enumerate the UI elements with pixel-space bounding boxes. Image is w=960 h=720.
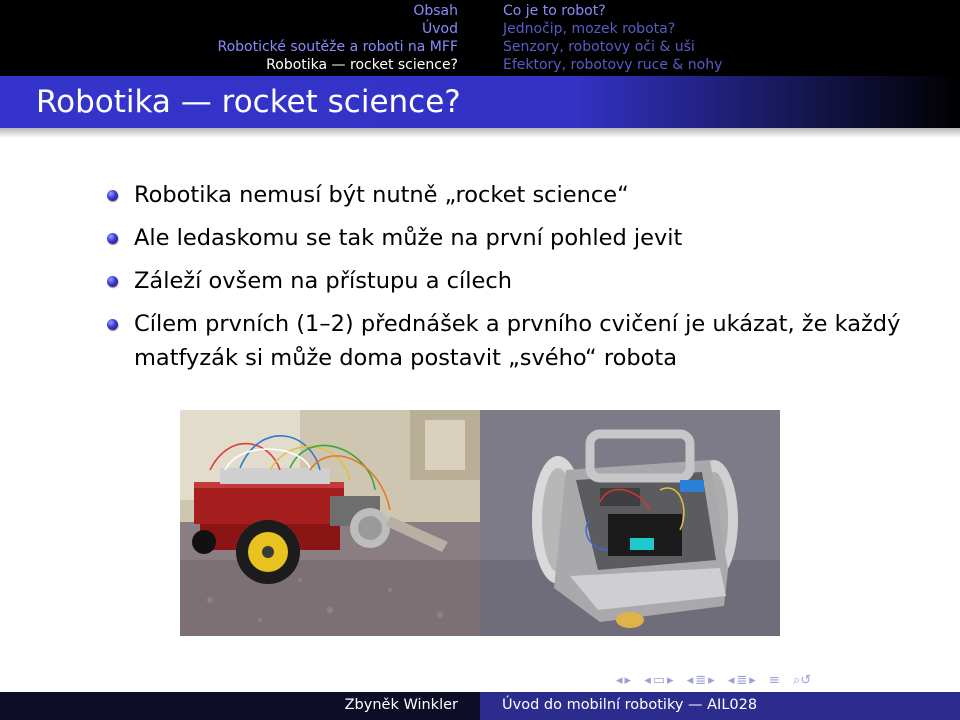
bullet-text: Ale ledaskomu se tak může na první pohled jevit — [134, 225, 683, 251]
bullet-list — [104, 178, 924, 384]
bullet-item — [104, 264, 924, 298]
section-nav — [217, 2, 458, 74]
frame-title: Robotika — rocket science? — [36, 84, 461, 120]
footer-title: Úvod do mobilní robotiky — AIL028 — [502, 697, 758, 713]
nav-subsection-prev-icon[interactable]: ◂ — [686, 673, 694, 688]
header-shadow — [0, 128, 960, 138]
bullet-item — [104, 221, 924, 255]
slide-header — [0, 0, 960, 128]
bullet-item — [104, 178, 924, 212]
slide-footer — [0, 692, 960, 720]
bullet-ball-icon — [107, 276, 118, 287]
robot-lego-photo — [180, 410, 480, 636]
nav-section-obsah[interactable]: Obsah — [413, 3, 458, 19]
nav-slide-next-icon[interactable]: ▸ — [624, 673, 632, 688]
robot-metal-frame-photo — [480, 410, 780, 636]
nav-subsection-icon[interactable]: ≣ — [695, 673, 707, 688]
nav-subsection-co-je-robot[interactable]: Co je to robot? — [503, 3, 606, 19]
nav-align-icon[interactable]: ≡ — [768, 673, 780, 688]
nav-subsection-senzory[interactable]: Senzory, robotovy oči & uši — [503, 39, 695, 55]
nav-section-prev-icon[interactable]: ◂ — [727, 673, 735, 688]
bullet-text: Cílem prvních (1–2) přednášek a prvního cvičení je ukázat, že každý matfyzák si může doma postavit „svého“ robota — [134, 311, 901, 371]
nav-subsection-next-icon[interactable]: ▸ — [708, 673, 715, 688]
footer-author-bar — [0, 692, 480, 720]
frame-title-bar — [0, 76, 960, 128]
nav-slide-prev-icon[interactable]: ◂ — [616, 673, 623, 688]
bullet-ball-icon — [107, 233, 118, 244]
footer-title-bar — [480, 692, 960, 720]
nav-section-uvod[interactable]: Úvod — [422, 21, 458, 37]
nav-search-icon[interactable]: ⌕↺ — [792, 673, 812, 688]
nav-section-next-icon[interactable]: ▸ — [749, 673, 756, 688]
nav-frame-icon[interactable]: ▭ — [652, 673, 666, 688]
beamer-navigation — [616, 670, 813, 692]
nav-subsection-jednocip[interactable]: Jednočip, mozek robota? — [503, 21, 676, 37]
subsection-nav — [503, 2, 722, 74]
nav-frame-next-icon[interactable]: ▸ — [667, 673, 674, 688]
nav-section-icon[interactable]: ≣ — [736, 673, 748, 688]
robot-photos — [180, 410, 780, 636]
nav-frame-prev-icon[interactable]: ◂ — [644, 673, 651, 688]
bullet-text: Robotika nemusí být nutně „rocket science“ — [134, 182, 629, 208]
bullet-ball-icon — [107, 319, 118, 330]
bullet-text: Záleží ovšem na přístupu a cílech — [134, 268, 512, 294]
nav-section-souteze[interactable]: Robotické soutěže a roboti na MFF — [217, 39, 458, 55]
footer-author: Zbyněk Winkler — [344, 697, 458, 713]
nav-section-rocket-science[interactable]: Robotika — rocket science? — [266, 57, 458, 73]
nav-subsection-efektory[interactable]: Efektory, robotovy ruce & nohy — [503, 57, 723, 73]
navigation-bar — [0, 0, 960, 76]
bullet-item — [104, 307, 924, 375]
bullet-ball-icon — [107, 190, 118, 201]
